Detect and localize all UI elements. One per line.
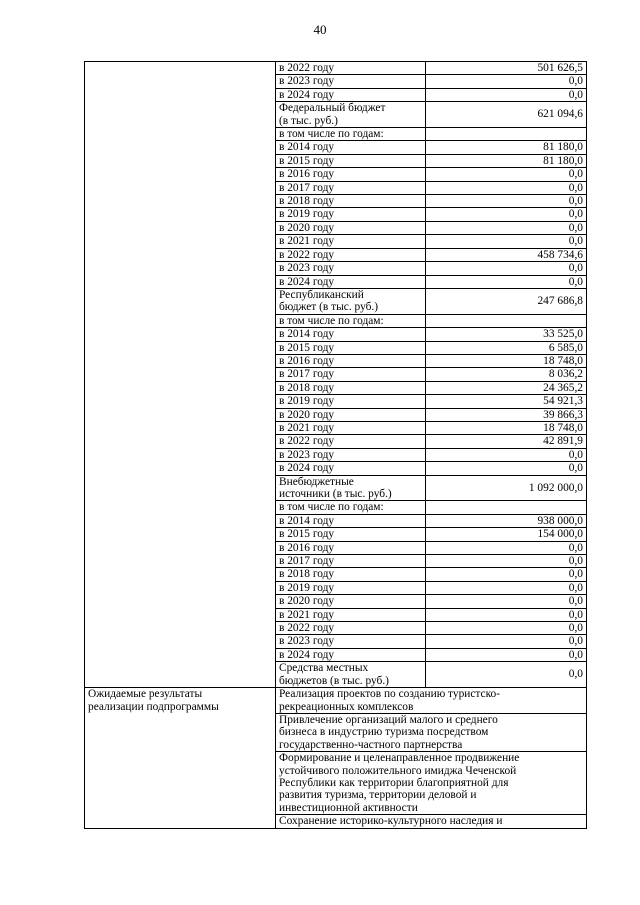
funding-label: в 2017 году [276,181,426,194]
funding-label: в 2023 году [276,75,426,88]
funding-value: 0,0 [426,235,587,248]
funding-label: в 2023 году [276,448,426,461]
page-number: 40 [313,22,327,37]
funding-value: 18 748,0 [426,354,587,367]
funding-label: в 2024 году [276,275,426,288]
funding-value: 247 686,8 [426,288,587,314]
funding-label: в 2017 году [276,555,426,568]
funding-label: в том числе по годам: [276,128,426,141]
funding-value: 458 734,6 [426,248,587,261]
funding-label: в 2021 году [276,421,426,434]
funding-row [85,62,587,75]
financing-table [84,61,587,829]
funding-value: 24 365,2 [426,381,587,394]
funding-value: 39 866,3 [426,408,587,421]
funding-value: 154 000,0 [426,528,587,541]
section-label-cell [85,62,276,688]
funding-label: в 2016 году [276,168,426,181]
funding-label: в 2023 году [276,635,426,648]
funding-value: 1 092 000,0 [426,475,587,501]
funding-label: в 2018 году [276,568,426,581]
funding-label: в том числе по годам: [276,501,426,514]
funding-value: 81 180,0 [426,154,587,167]
funding-value: 0,0 [426,581,587,594]
funding-value: 0,0 [426,595,587,608]
funding-label: в 2014 году [276,328,426,341]
funding-label: в 2022 году [276,248,426,261]
funding-label: в 2018 году [276,381,426,394]
funding-value: 0,0 [426,662,587,688]
funding-value: 0,0 [426,75,587,88]
funding-label: в 2015 году [276,528,426,541]
funding-label: в 2022 году [276,622,426,635]
funding-value: 0,0 [426,221,587,234]
funding-value: 54 921,3 [426,395,587,408]
funding-label: в 2014 году [276,141,426,154]
funding-label: в 2020 году [276,595,426,608]
funding-label: Республиканский бюджет (в тыс. руб.) [276,288,426,314]
funding-label: в 2015 году [276,341,426,354]
funding-label: в 2024 году [276,462,426,475]
funding-value: 0,0 [426,448,587,461]
funding-label: в 2021 году [276,235,426,248]
expected-result-item: Реализация проектов по созданию туристско- рекреационных комплексов [276,688,587,714]
funding-value: 0,0 [426,462,587,475]
funding-value: 0,0 [426,648,587,661]
funding-value: 0,0 [426,635,587,648]
funding-value [426,501,587,514]
funding-label: Федеральный бюджет (в тыс. руб.) [276,102,426,128]
funding-value: 0,0 [426,262,587,275]
funding-value: 0,0 [426,88,587,101]
funding-value: 0,0 [426,555,587,568]
funding-value: 6 585,0 [426,341,587,354]
funding-value: 33 525,0 [426,328,587,341]
expected-result-item: Привлечение организаций малого и среднего бизнеса в индустрию туризма посредством государственно-частного партнерства [276,713,587,751]
funding-value: 0,0 [426,195,587,208]
funding-label: в 2023 году [276,262,426,275]
funding-label: в 2016 году [276,354,426,367]
funding-label: в 2024 году [276,88,426,101]
funding-label: в 2018 году [276,195,426,208]
funding-value: 0,0 [426,622,587,635]
funding-label: в том числе по годам: [276,314,426,327]
funding-label: Внебюджетные источники (в тыс. руб.) [276,475,426,501]
expected-result-item: Формирование и целенаправленное продвижение устойчивого положительного имиджа Чеченской Республики как территории благоприятной для развития туризма, территории деловой и инвестиционной активности [276,752,587,815]
funding-value [426,128,587,141]
funding-label: в 2020 году [276,408,426,421]
funding-value: 42 891,9 [426,435,587,448]
funding-label: в 2022 году [276,435,426,448]
funding-label: Средства местных бюджетов (в тыс. руб.) [276,662,426,688]
funding-value: 81 180,0 [426,141,587,154]
funding-label: в 2019 году [276,208,426,221]
funding-label: в 2014 году [276,514,426,527]
funding-value: 0,0 [426,181,587,194]
funding-value: 938 000,0 [426,514,587,527]
funding-label: в 2024 году [276,648,426,661]
funding-value: 0,0 [426,275,587,288]
funding-value: 0,0 [426,541,587,554]
expected-results-label: Ожидаемые результаты реализации подпрограммы [85,688,276,828]
funding-value [426,314,587,327]
funding-label: в 2015 году [276,154,426,167]
funding-value: 18 748,0 [426,421,587,434]
funding-value: 501 626,5 [426,62,587,75]
funding-label: в 2017 году [276,368,426,381]
funding-value: 0,0 [426,208,587,221]
funding-label: в 2016 году [276,541,426,554]
expected-result-row [85,688,587,714]
expected-result-item: Сохранение историко-культурного наследия и [276,815,587,828]
funding-value: 0,0 [426,568,587,581]
funding-label: в 2020 году [276,221,426,234]
funding-value: 0,0 [426,608,587,621]
funding-value: 8 036,2 [426,368,587,381]
funding-value: 621 094,6 [426,102,587,128]
funding-value: 0,0 [426,168,587,181]
funding-label: в 2022 году [276,62,426,75]
funding-label: в 2019 году [276,581,426,594]
funding-label: в 2021 году [276,608,426,621]
funding-label: в 2019 году [276,395,426,408]
